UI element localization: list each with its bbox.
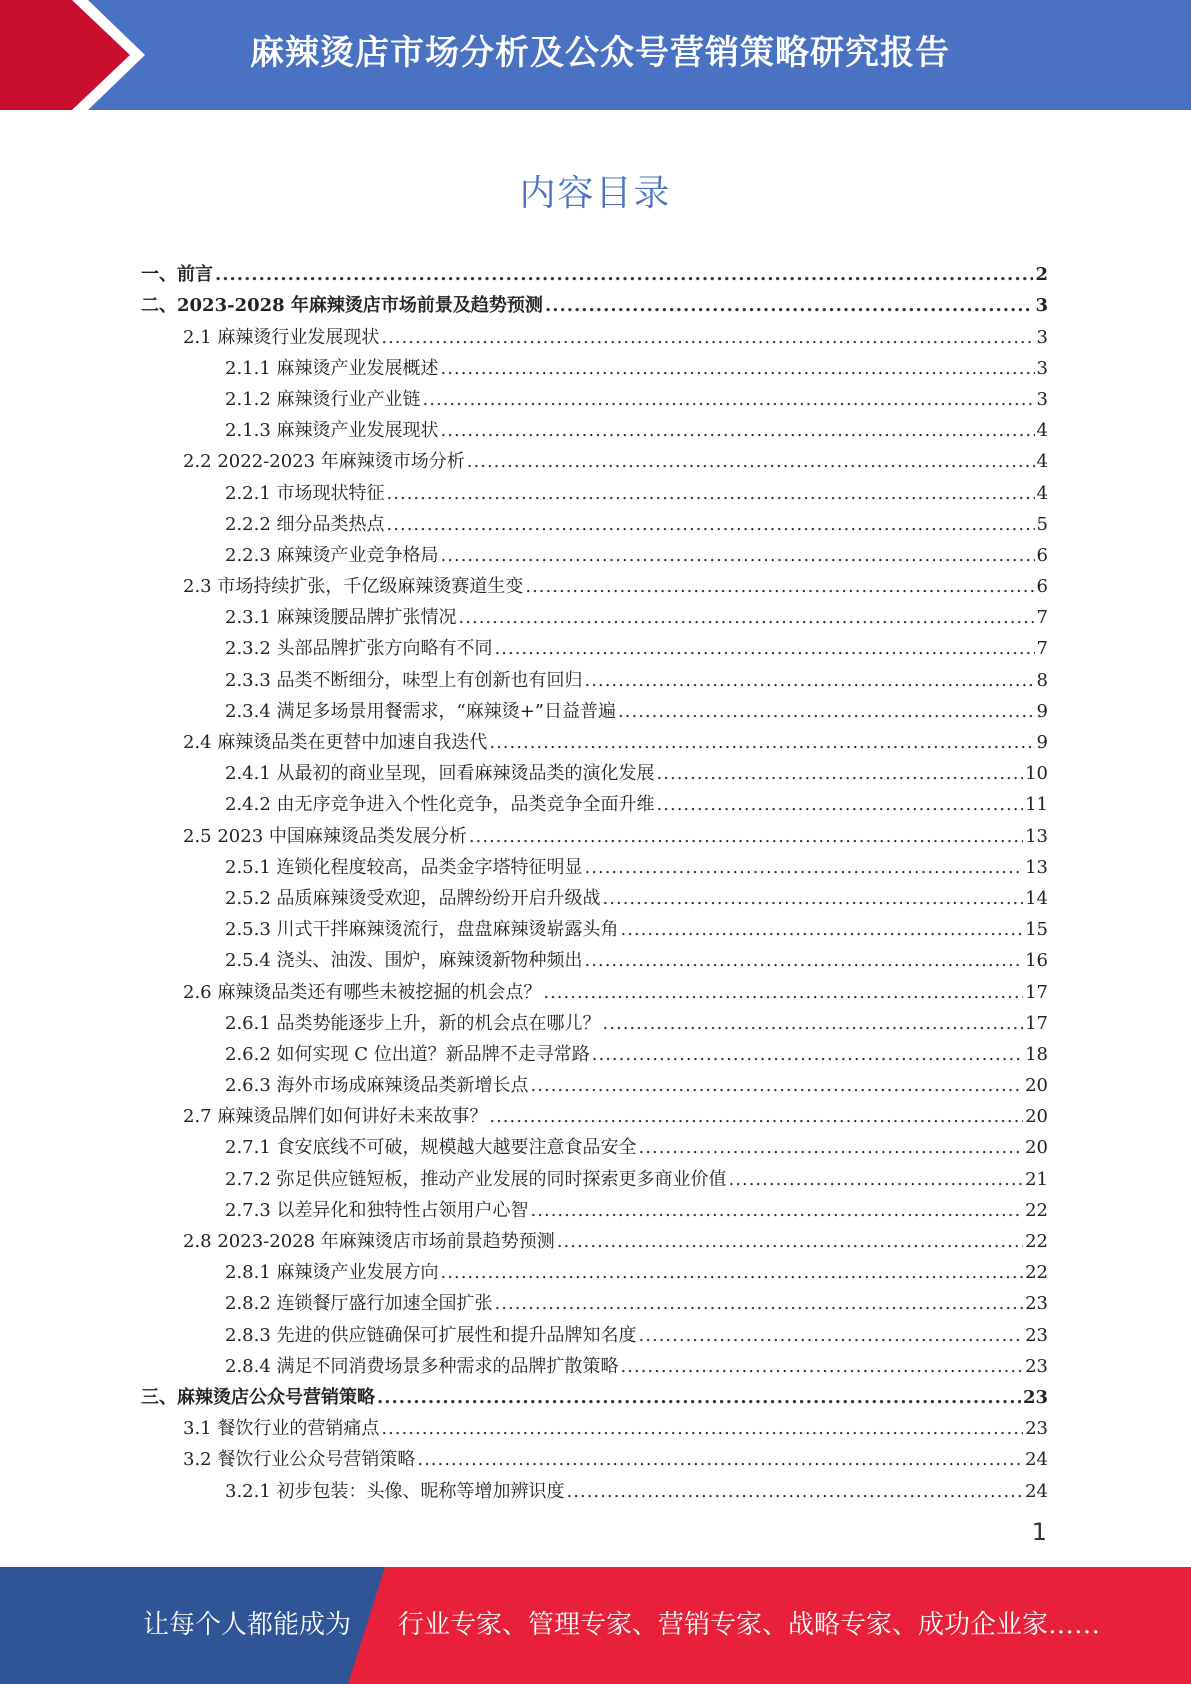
toc-entry[interactable] <box>141 879 1048 910</box>
toc-leader-dots <box>495 638 1035 660</box>
toc-entry[interactable] <box>141 785 1048 816</box>
toc-leader-dots <box>467 451 1035 473</box>
toc-entry-page: 18 <box>1025 1043 1048 1065</box>
footer-slogan-left: 让每个人都能成为 <box>143 1610 352 1640</box>
toc-entry-page: 3 <box>1036 357 1048 379</box>
toc-leader-dots <box>639 1325 1024 1347</box>
toc-entry[interactable] <box>141 754 1048 785</box>
toc-entry[interactable] <box>141 1378 1048 1409</box>
toc-entry[interactable] <box>141 723 1048 754</box>
toc-entry-page: 6 <box>1036 544 1048 566</box>
toc-leader-dots <box>441 1262 1024 1284</box>
toc-entry[interactable] <box>141 598 1048 629</box>
toc-entry-title: 2.4.2 由无序竞争进入个性化竞争，品类竞争全面升维 <box>225 794 655 816</box>
toc-entry-page: 4 <box>1036 420 1048 442</box>
toc-entry-page: 5 <box>1036 513 1048 535</box>
toc-entry-title: 2.3.4 满足多场景用餐需求，“麻辣烫+”日益普遍 <box>225 700 617 722</box>
header-banner <box>0 0 1191 110</box>
footer-slogan-right: 行业专家、管理专家、营销专家、战略专家、成功企业家…… <box>398 1610 1101 1640</box>
toc-leader-dots <box>618 701 1035 723</box>
toc-leader-dots <box>585 950 1024 972</box>
toc-entry-page: 16 <box>1025 950 1048 972</box>
toc-leader-dots <box>531 1200 1024 1222</box>
toc-entry-page: 4 <box>1036 482 1048 504</box>
toc-entry-page: 6 <box>1036 576 1048 598</box>
toc-entry[interactable] <box>141 567 1048 598</box>
toc-entry-title: 2.6.2 如何实现 C 位出道？新品牌不走寻常路 <box>225 1043 590 1065</box>
toc-entry[interactable] <box>141 816 1048 847</box>
toc-entry[interactable] <box>141 910 1048 941</box>
toc-entry[interactable] <box>141 380 1048 411</box>
table-of-contents <box>141 255 1048 1503</box>
page-number: 1 <box>1031 1518 1047 1546</box>
toc-entry[interactable] <box>141 692 1048 723</box>
toc-leader-dots <box>469 826 1023 848</box>
toc-entry[interactable] <box>141 941 1048 972</box>
toc-leader-dots <box>489 1106 1023 1128</box>
toc-entry-title: 2.1.2 麻辣烫行业产业链 <box>225 388 421 410</box>
toc-leader-dots <box>603 888 1024 910</box>
toc-entry-title: 2.1.1 麻辣烫产业发展概述 <box>225 357 439 379</box>
toc-entry-title: 2.5.4 浇头、油泼、围炉，麻辣烫新物种频出 <box>225 950 583 972</box>
toc-entry-title: 2.7.2 弥足供应链短板，推动产业发展的同时探索更多商业价值 <box>225 1168 727 1190</box>
toc-entry-title: 2.2 2022-2023 年麻辣烫市场分析 <box>183 451 465 473</box>
toc-leader-dots <box>441 420 1035 442</box>
toc-entry[interactable] <box>141 1471 1048 1502</box>
toc-entry-title: 2.2.1 市场现状特征 <box>225 482 385 504</box>
header-arrow-decoration <box>0 0 160 110</box>
toc-entry[interactable] <box>141 1191 1048 1222</box>
toc-leader-dots <box>657 794 1024 816</box>
toc-entry[interactable] <box>141 1222 1048 1253</box>
toc-leader-dots <box>621 919 1024 941</box>
toc-entry[interactable] <box>141 1440 1048 1471</box>
toc-entry-title: 2.4.1 从最初的商业呈现，回看麻辣烫品类的演化发展 <box>225 763 655 785</box>
toc-entry[interactable] <box>141 505 1048 536</box>
toc-entry[interactable] <box>141 411 1048 442</box>
toc-entry-title: 2.8.2 连锁餐厅盛行加速全国扩张 <box>225 1293 493 1315</box>
toc-entry-page: 4 <box>1036 451 1048 473</box>
toc-leader-dots <box>441 358 1035 380</box>
toc-entry-title: 2.3.3 品类不断细分，味型上有创新也有回归 <box>225 669 583 691</box>
toc-entry-title: 2.5 2023 中国麻辣烫品类发展分析 <box>183 825 467 847</box>
toc-leader-dots <box>489 732 1034 754</box>
toc-entry-page: 10 <box>1025 763 1048 785</box>
toc-entry-page: 22 <box>1025 1231 1048 1252</box>
toc-entry[interactable] <box>141 286 1048 317</box>
toc-leader-dots <box>495 1293 1024 1315</box>
toc-entry-title: 2.3.1 麻辣烫腰品牌扩张情况 <box>225 607 457 629</box>
toc-entry-page: 3 <box>1035 295 1048 317</box>
toc-entry-title: 2.8 2023-2028 年麻辣烫店市场前景趋势预测 <box>183 1231 555 1252</box>
toc-leader-dots <box>603 1013 1024 1035</box>
toc-leader-dots <box>585 670 1035 692</box>
toc-leader-dots <box>417 1449 1023 1471</box>
toc-entry[interactable] <box>141 629 1048 660</box>
toc-entry-title: 2.4 麻辣烫品类在更替中加速自我迭代 <box>183 732 488 753</box>
toc-leader-dots <box>543 982 1023 1004</box>
toc-leader-dots <box>592 1044 1023 1066</box>
toc-entry-title: 2.2.3 麻辣烫产业竞争格局 <box>225 544 439 566</box>
toc-entry-title: 2.7.1 食安底线不可破，规模越大越要注意食品安全 <box>225 1137 637 1159</box>
toc-entry[interactable] <box>141 1035 1048 1066</box>
toc-entry-page: 23 <box>1025 1324 1048 1346</box>
toc-entry-page: 20 <box>1025 1137 1048 1159</box>
toc-entry-title: 二、2023-2028 年麻辣烫店市场前景及趋势预测 <box>141 295 543 317</box>
toc-entry[interactable] <box>141 848 1048 879</box>
toc-entry-page: 23 <box>1022 1386 1048 1408</box>
toc-leader-dots <box>545 295 1034 317</box>
toc-entry-title: 3.2.1 初步包装：头像、昵称等增加辨识度 <box>225 1480 565 1502</box>
toc-entry-page: 20 <box>1025 1106 1048 1128</box>
toc-entry-page: 22 <box>1025 1262 1048 1284</box>
toc-entry-page: 23 <box>1025 1355 1048 1377</box>
toc-leader-dots <box>377 1387 1021 1409</box>
toc-entry[interactable] <box>141 349 1048 380</box>
toc-entry-title: 2.3 市场持续扩张，千亿级麻辣烫赛道生变 <box>183 576 524 598</box>
toc-entry-page: 7 <box>1036 607 1048 629</box>
toc-leader-dots <box>525 576 1034 598</box>
toc-entry[interactable] <box>141 317 1048 348</box>
toc-entry-page: 9 <box>1036 732 1048 753</box>
toc-entry[interactable] <box>141 1315 1048 1346</box>
toc-entry-title: 3.1 餐饮行业的营销痛点 <box>183 1418 380 1440</box>
toc-entry[interactable] <box>141 1284 1048 1315</box>
toc-leader-dots <box>423 389 1035 411</box>
toc-entry-title: 2.6 麻辣烫品类还有哪些未被挖掘的机会点？ <box>183 981 542 1003</box>
toc-entry-page: 20 <box>1025 1075 1048 1097</box>
toc-leader-dots <box>387 483 1035 505</box>
toc-leader-dots <box>657 763 1024 785</box>
toc-entry-page: 23 <box>1025 1293 1048 1315</box>
toc-leader-dots <box>557 1231 1023 1253</box>
toc-entry-page: 13 <box>1025 856 1048 878</box>
toc-entry-page: 15 <box>1025 919 1048 941</box>
toc-entry-page: 21 <box>1025 1168 1048 1190</box>
toc-entry-title: 2.5.3 川式干拌麻辣烫流行，盘盘麻辣烫崭露头角 <box>225 919 619 941</box>
toc-heading: 内容目录 <box>519 173 672 214</box>
toc-entry-title: 2.5.2 品质麻辣烫受欢迎，品牌纷纷开启升级战 <box>225 887 601 909</box>
toc-entry[interactable] <box>141 1347 1048 1378</box>
toc-entry[interactable] <box>141 536 1048 567</box>
toc-entry-page: 9 <box>1036 700 1048 722</box>
toc-entry[interactable] <box>141 660 1048 691</box>
toc-entry-title: 2.6.3 海外市场成麻辣烫品类新增长点 <box>225 1075 529 1097</box>
toc-entry-title: 2.1 麻辣烫行业发展现状 <box>183 326 380 348</box>
toc-leader-dots <box>441 545 1035 567</box>
toc-leader-dots <box>621 1356 1024 1378</box>
toc-entry-title: 2.1.3 麻辣烫产业发展现状 <box>225 420 439 442</box>
toc-leader-dots <box>387 514 1035 536</box>
toc-entry-page: 7 <box>1036 638 1048 660</box>
toc-entry-page: 24 <box>1025 1480 1048 1502</box>
toc-leader-dots <box>531 1075 1024 1097</box>
toc-entry-title: 2.8.3 先进的供应链确保可扩展性和提升品牌知名度 <box>225 1324 637 1346</box>
toc-entry-page: 3 <box>1036 388 1048 410</box>
toc-entry-page: 2 <box>1035 264 1048 286</box>
toc-entry[interactable] <box>141 473 1048 504</box>
footer-banner <box>0 1567 1191 1684</box>
toc-entry-page: 3 <box>1036 326 1048 348</box>
toc-entry[interactable] <box>141 1159 1048 1190</box>
toc-leader-dots <box>381 1418 1023 1440</box>
toc-entry[interactable] <box>141 1066 1048 1097</box>
toc-entry-title: 一、前言 <box>141 264 213 286</box>
toc-entry[interactable] <box>141 1253 1048 1284</box>
toc-leader-dots <box>567 1481 1024 1503</box>
toc-entry-title: 2.7.3 以差异化和独特性占领用户心智 <box>225 1199 529 1221</box>
toc-entry-title: 2.2.2 细分品类热点 <box>225 513 385 535</box>
toc-leader-dots <box>585 857 1024 879</box>
toc-entry-title: 2.3.2 头部品牌扩张方向略有不同 <box>225 638 493 660</box>
toc-entry-page: 24 <box>1025 1449 1048 1471</box>
toc-entry-page: 11 <box>1025 794 1048 816</box>
toc-entry-page: 13 <box>1025 825 1048 847</box>
toc-entry-title: 3.2 餐饮行业公众号营销策略 <box>183 1449 416 1471</box>
toc-entry[interactable] <box>141 1004 1048 1035</box>
toc-entry[interactable] <box>141 1409 1048 1440</box>
toc-leader-dots <box>459 607 1035 629</box>
toc-entry-title: 2.6.1 品类势能逐步上升，新的机会点在哪儿？ <box>225 1012 601 1034</box>
toc-entry-title: 2.8.4 满足不同消费场景多种需求的品牌扩散策略 <box>225 1355 619 1377</box>
toc-entry-page: 14 <box>1025 887 1048 909</box>
toc-entry-title: 三、麻辣烫店公众号营销策略 <box>141 1386 375 1408</box>
toc-entry[interactable] <box>141 972 1048 1003</box>
toc-entry[interactable] <box>141 1128 1048 1159</box>
toc-entry[interactable] <box>141 1097 1048 1128</box>
toc-entry-page: 8 <box>1036 669 1048 691</box>
toc-entry-page: 17 <box>1025 1012 1048 1034</box>
toc-entry-title: 2.8.1 麻辣烫产业发展方向 <box>225 1262 439 1284</box>
toc-entry[interactable] <box>141 442 1048 473</box>
report-title: 麻辣烫店市场分析及公众号营销策略研究报告 <box>250 33 950 73</box>
toc-leader-dots <box>729 1169 1024 1191</box>
toc-leader-dots <box>381 327 1034 349</box>
toc-leader-dots <box>215 264 1033 286</box>
toc-entry-page: 23 <box>1025 1418 1048 1440</box>
toc-entry[interactable] <box>141 255 1048 286</box>
toc-entry-title: 2.7 麻辣烫品牌们如何讲好未来故事？ <box>183 1106 488 1128</box>
toc-entry-page: 17 <box>1025 981 1048 1003</box>
toc-entry-title: 2.5.1 连锁化程度较高，品类金字塔特征明显 <box>225 856 583 878</box>
toc-entry-page: 22 <box>1025 1199 1048 1221</box>
toc-leader-dots <box>639 1137 1024 1159</box>
